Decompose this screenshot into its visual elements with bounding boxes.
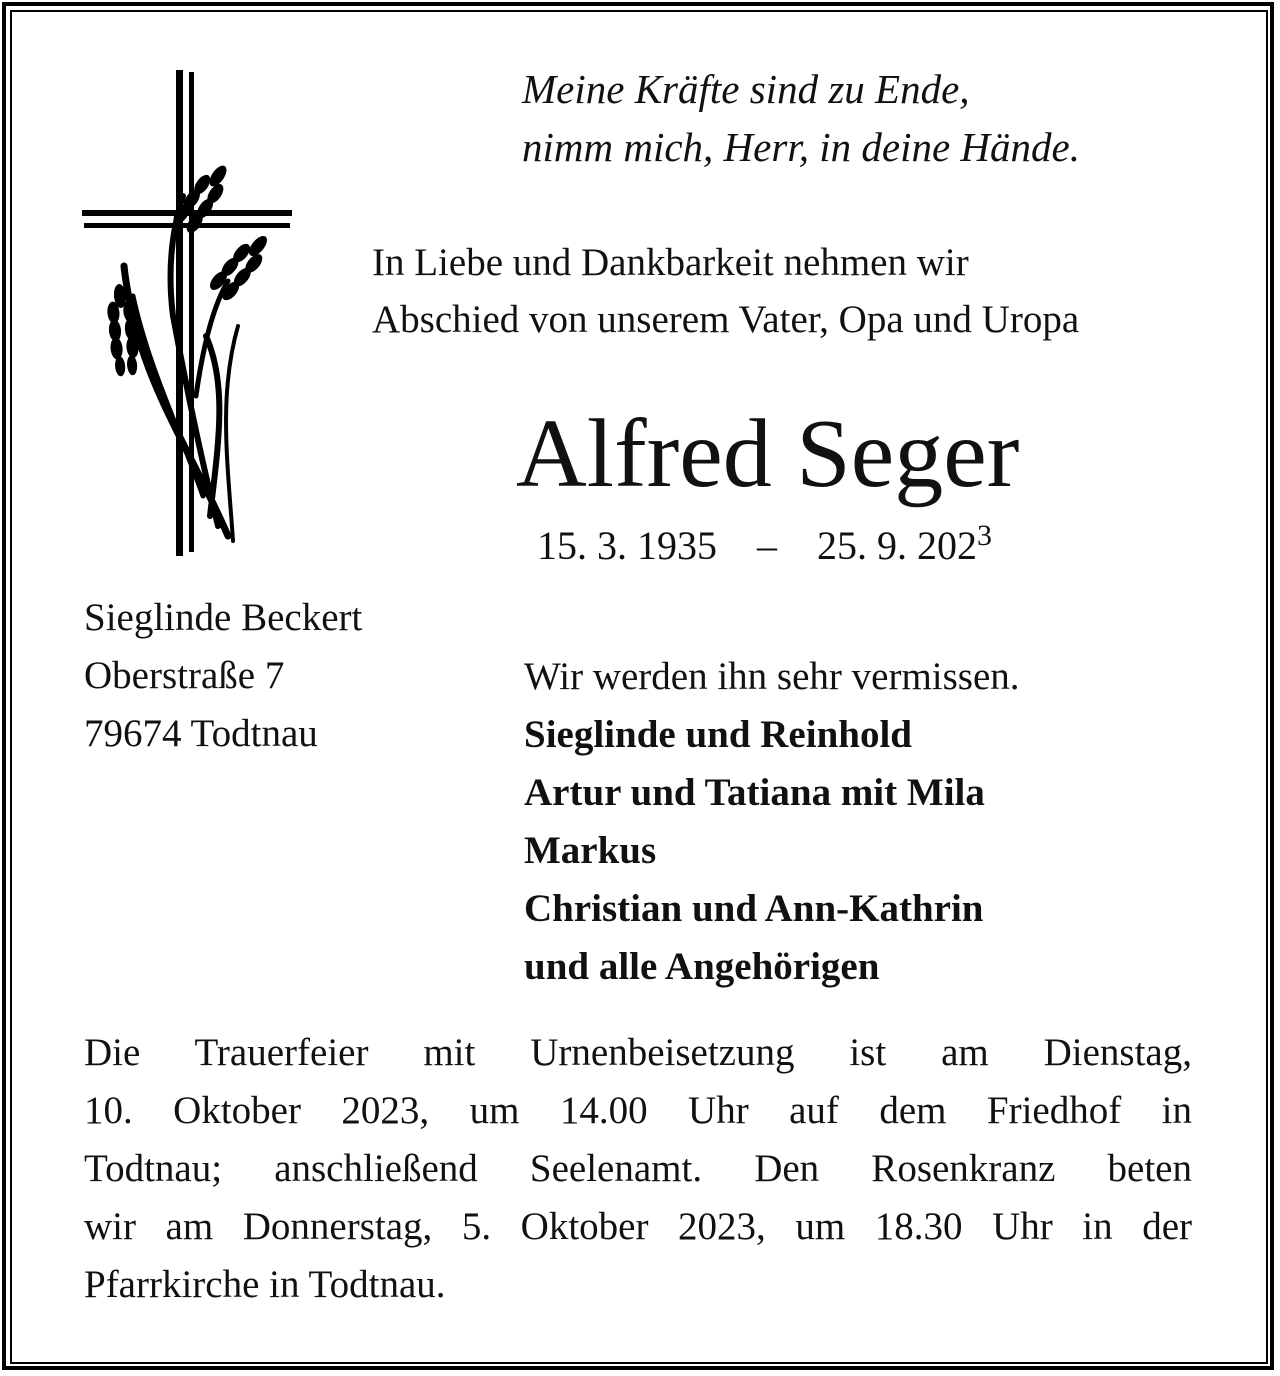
death-date: 25. 9. 202 xyxy=(817,523,977,568)
contact-name: Sieglinde Beckert xyxy=(84,596,363,639)
contact-street: Oberstraße 7 xyxy=(84,654,285,697)
motto-line: nimm mich, Herr, in deine Hände. xyxy=(522,124,1080,170)
intro-line: Abschied von unserem Vater, Opa und Uropa xyxy=(372,298,1080,341)
motto-line: Meine Kräfte sind zu Ende, xyxy=(522,66,970,112)
service-line: Todtnau; anschließend Seelenamt. Den Rosenkranz beten xyxy=(84,1147,1192,1190)
service-info xyxy=(84,1024,1192,1314)
intro-line: In Liebe und Dankbarkeit nehmen wir xyxy=(372,241,969,284)
mourner-name: und alle Angehörigen xyxy=(524,945,880,988)
service-line: Pfarrkirche in Todtnau. xyxy=(84,1263,446,1306)
death-date-superscript: 3 xyxy=(977,519,992,552)
cross-with-wheat-icon xyxy=(78,66,298,560)
service-line: wir am Donnerstag, 5. Oktober 2023, um 18.30 Uhr in der xyxy=(84,1205,1192,1248)
mourner-name: Sieglinde und Reinhold xyxy=(524,713,912,756)
mourner-name: Christian und Ann-Kathrin xyxy=(524,887,984,930)
intro-text xyxy=(372,234,1079,348)
date-separator: – xyxy=(757,523,777,568)
mourner-name: Artur und Tatiana mit Mila xyxy=(524,771,985,814)
mourners-line: Wir werden ihn sehr vermissen. xyxy=(524,655,1020,698)
birth-date: 15. 3. 1935 xyxy=(537,523,717,568)
service-line: 10. Oktober 2023, um 14.00 Uhr auf dem Friedhof in xyxy=(84,1089,1192,1132)
mourner-name: Markus xyxy=(524,829,657,872)
service-line: Die Trauerfeier mit Urnenbeisetzung ist am Dienstag, xyxy=(84,1031,1192,1074)
motto xyxy=(522,60,1080,176)
contact-address xyxy=(84,589,362,763)
contact-city: 79674 Todtnau xyxy=(84,712,318,755)
mourners xyxy=(524,648,1020,996)
life-dates xyxy=(537,518,992,574)
deceased-name: Alfred Seger xyxy=(516,400,1020,508)
